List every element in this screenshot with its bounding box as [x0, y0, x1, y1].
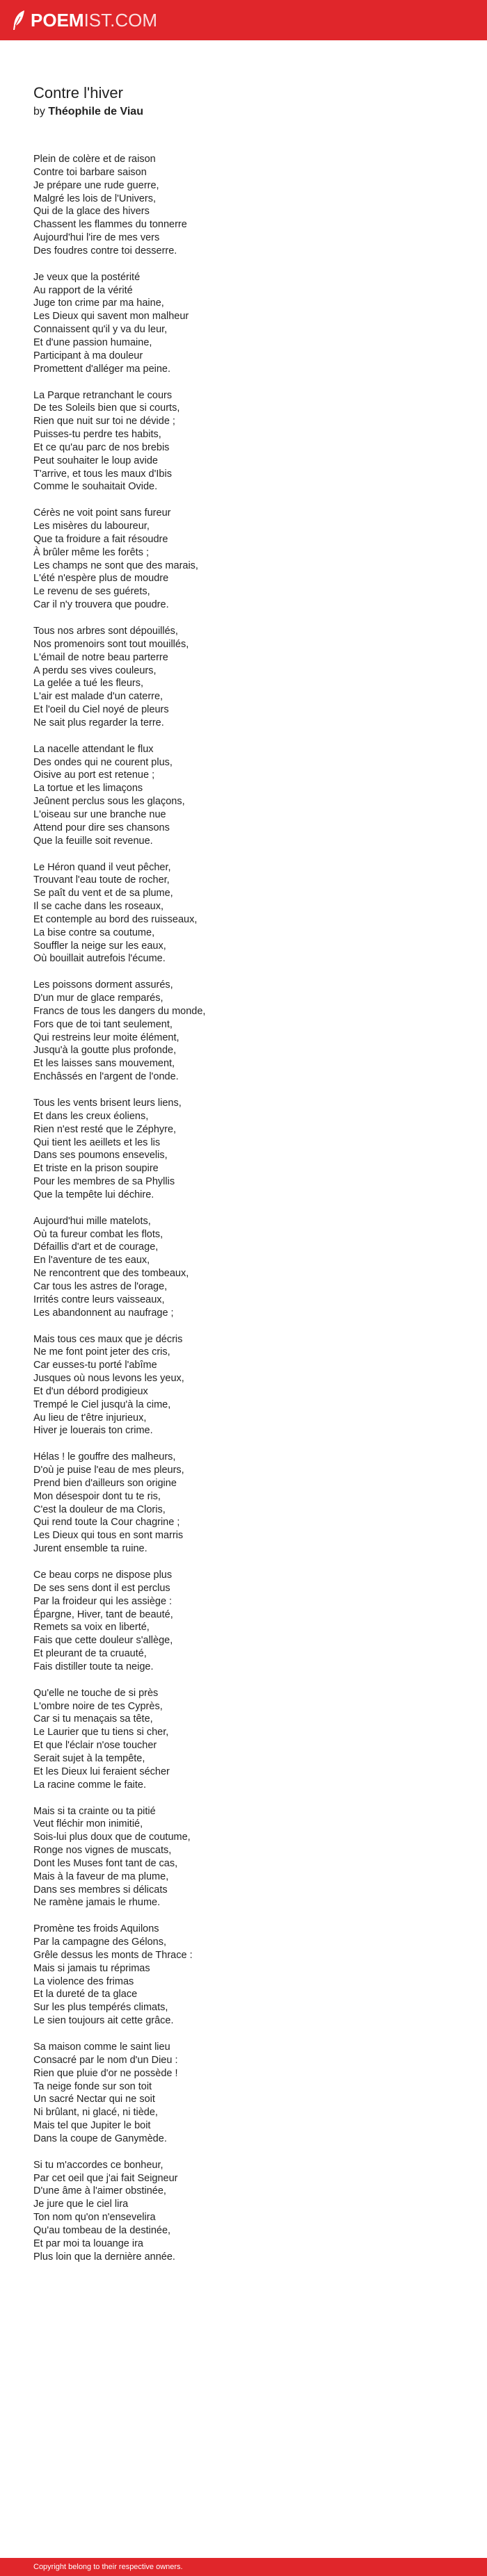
poem-line: Mais tous ces maux que je décris — [33, 1333, 183, 1345]
poem-line: Chassent les flammes du tonnerre — [33, 219, 187, 231]
poem-line: L'oiseau sur une branche nue — [33, 808, 166, 820]
poem-title: Contre l'hiver — [33, 84, 123, 101]
poem-line: Qui de la glace des hivers — [33, 206, 150, 218]
poem-line: Fors que de toi tant seulement, — [33, 1018, 173, 1030]
poem-line: Qu'elle ne touche de si près — [33, 1687, 159, 1699]
poem-line: C'est la douleur de ma Cloris, — [33, 1503, 166, 1515]
poem-line: Le revenu de ses guérets, — [33, 586, 150, 598]
stanza — [33, 1805, 465, 1910]
poem-line: L'air est malade d'un caterre, — [33, 691, 163, 703]
poem-line: Car tous les astres de l'orage, — [33, 1280, 168, 1292]
poem-line: Des foudres contre toi desserre. — [33, 245, 177, 256]
poem-line: Et les Dieux lui feraient sécher — [33, 1766, 170, 1777]
poem-line: Rien que nuit sur toi ne dévide ; — [33, 416, 175, 427]
poem-line: Et dans les creux éoliens, — [33, 1110, 149, 1122]
poem-line: L'été n'espère plus de moudre — [33, 573, 169, 585]
poem-line: Serait sujet à la tempête, — [33, 1752, 145, 1764]
stanza — [33, 979, 465, 1084]
stanza — [33, 2159, 465, 2264]
stanza — [33, 2041, 465, 2146]
poem-line: Souffler la neige sur les eaux, — [33, 940, 166, 952]
poem-line: Par la froideur qui les assiège : — [33, 1595, 173, 1607]
poem-line: Sois-lui plus doux que de coutume, — [33, 1832, 191, 1843]
poem-line: Et contemple au bord des ruisseaux, — [33, 913, 198, 925]
poem-line: Connaissent qu'il y va du leur, — [33, 324, 168, 336]
logo-text-light: IST.COM — [83, 10, 158, 31]
poem-line: Et l'oeil du Ciel noyé de pleurs — [33, 704, 169, 716]
poem-line: Dont les Muses font tant de cas, — [33, 1857, 178, 1869]
poem-line: Dans la coupe de Ganymède. — [33, 2133, 167, 2144]
poem-body — [33, 153, 465, 2277]
by-label: by — [33, 106, 45, 117]
poem-line: Ne sait plus regarder la terre. — [33, 717, 164, 728]
poem-line: Mais si jamais tu réprimas — [33, 1962, 150, 1974]
poem-line: Tous nos arbres sont dépouillés, — [33, 626, 178, 637]
poem-line: Hiver je louerais ton crime. — [33, 1425, 153, 1437]
poem-line: La violence des frimas — [33, 1975, 134, 1987]
poem-line: Aujourd'hui mille matelots, — [33, 1215, 151, 1227]
poem-line: Hélas ! le gouffre des malheurs, — [33, 1451, 176, 1463]
poem-line: Tous les vents brisent leurs liens, — [33, 1098, 182, 1109]
poem-line: Un sacré Nectar qui ne soit — [33, 2094, 155, 2105]
poem-line: Par la campagne des Gélons, — [33, 1937, 167, 1948]
poem-line: Peut souhaiter le loup avide — [33, 455, 158, 466]
poem-line: Jeûnent perclus sous les glaçons, — [33, 796, 185, 808]
poem-line: Rien que pluie d'or ne possède ! — [33, 2067, 178, 2079]
poem-line: La nacelle attendant le flux — [33, 743, 154, 755]
poem-line: Il se cache dans les roseaux, — [33, 901, 163, 913]
poem-line: Je veux que la postérité — [33, 271, 141, 283]
poem-line: Mon désespoir dont tu te ris, — [33, 1490, 161, 1502]
poem-line: Comme le souhaitait Ovide. — [33, 481, 158, 493]
poem-line: La gelée a tué les fleurs, — [33, 678, 143, 690]
stanza — [33, 1923, 465, 2028]
poem-line: De tes Soleils bien que si courts, — [33, 402, 180, 414]
poem-line: Jusqu'à la goutte plus profonde, — [33, 1045, 177, 1057]
site-logo[interactable] — [11, 8, 157, 33]
poem-line: La tortue et les limaçons — [33, 783, 143, 794]
poem-line: Qui tient les aeillets et les lis — [33, 1136, 161, 1148]
poem-line: La bise contre sa coutume, — [33, 927, 155, 938]
poem-line: Veut fléchir mon inimitié, — [33, 1818, 143, 1830]
poem-line: Ce beau corps ne dispose plus — [33, 1570, 173, 1581]
site-footer — [0, 2558, 487, 2576]
poem-line: Participant à ma douleur — [33, 350, 143, 361]
stanza — [33, 625, 465, 730]
poem-line: Épargne, Hiver, tant de beauté, — [33, 1608, 173, 1620]
poem-line: Les misères du laboureur, — [33, 521, 150, 532]
stanza — [33, 743, 465, 848]
poem-line: Francs de tous les dangers du monde, — [33, 1005, 206, 1017]
poem-line: Le Héron quand il veut pêcher, — [33, 861, 171, 873]
poem-line: Car si tu menaçais sa tête, — [33, 1713, 153, 1725]
poem-line: Ton nom qu'on n'ensevelira — [33, 2212, 156, 2224]
poem-line: Et triste en la prison soupire — [33, 1163, 159, 1175]
author-link[interactable]: Théophile de Viau — [48, 106, 143, 117]
poem-line: Mais tel que Jupiter le boit — [33, 2120, 151, 2132]
poem-line: Et d'un débord prodigieux — [33, 1385, 148, 1397]
poem-line: La racine comme le faite. — [33, 1779, 146, 1791]
poem-line: Jusques où nous levons les yeux, — [33, 1373, 184, 1385]
poem-line: Malgré les lois de l'Univers, — [33, 193, 157, 204]
poem-line: De ses sens dont il est perclus — [33, 1582, 170, 1594]
poem-line: D'une âme à l'aimer obstinée, — [33, 2185, 166, 2197]
poem-line: Et que l'éclair n'ose toucher — [33, 1740, 157, 1752]
poem-line: Les Dieux qui savent mon malheur — [33, 311, 189, 323]
poem-line: Les poissons dorment assurés, — [33, 979, 173, 991]
poem-line: La Parque retranchant le cours — [33, 389, 173, 401]
poem-line: En l'aventure de tes eaux, — [33, 1255, 150, 1266]
quill-icon — [11, 10, 26, 31]
poem-line: Sur les plus tempérés climats, — [33, 2002, 168, 2014]
poem-line: Rien n'est resté que le Zéphyre, — [33, 1123, 177, 1135]
poem-line: Les Dieux qui tous en sont marris — [33, 1530, 184, 1542]
poem-line: Où ta fureur combat les flots, — [33, 1228, 163, 1240]
poem-line: Où bouillait autrefois l'écume. — [33, 953, 166, 965]
poem-line: Mais si ta crainte ou ta pitié — [33, 1805, 156, 1817]
poem-line: Et par moi ta louange ira — [33, 2237, 143, 2249]
poem-line: Prend bien d'ailleurs son origine — [33, 1477, 177, 1489]
poem-line: D'où je puise l'eau de mes pleurs, — [33, 1465, 184, 1476]
stanza — [33, 271, 465, 376]
poem-line: Ni brûlant, ni glacé, ni tiède, — [33, 2107, 158, 2119]
stanza — [33, 1333, 465, 1438]
poem-line: Dans ses poumons ensevelis, — [33, 1150, 168, 1161]
stanza — [33, 1097, 465, 1202]
poem-line: Car eusses-tu porté l'abîme — [33, 1360, 157, 1371]
poem-line: Juge ton crime par ma haine, — [33, 297, 164, 309]
poem-line: Par cet oeil que j'ai fait Seigneur — [33, 2172, 178, 2184]
poem-line: Et ce qu'au parc de nos brebis — [33, 441, 170, 453]
poem-line: L'émail de notre beau parterre — [33, 651, 168, 663]
poem-line: Plus loin que la dernière année. — [33, 2251, 175, 2263]
poem-line: Grêle dessus les monts de Thrace : — [33, 1949, 193, 1961]
poem-line: Irrités contre leurs vaisseaux, — [33, 1294, 165, 1305]
poem-line: Ne me font point jeter des cris, — [33, 1346, 170, 1358]
site-header — [0, 0, 487, 40]
poem-line: Les champs ne sont que des marais, — [33, 560, 198, 571]
stanza — [33, 861, 465, 966]
byline — [33, 104, 465, 120]
poem-line: Oisive au port est retenue ; — [33, 769, 155, 781]
poem-line: Que ta froidure a fait résoudre — [33, 533, 168, 545]
poem-line: Ronge nos vignes de muscats, — [33, 1845, 172, 1857]
poem-line: Attend pour dire ses chansons — [33, 822, 170, 833]
poem-line: A perdu ses vives couleurs, — [33, 665, 157, 676]
poem-line: Qui restreins leur moite élément, — [33, 1032, 179, 1043]
poem-line: Cérès ne voit point sans fureur — [33, 507, 171, 519]
poem-line: Ne rencontrent que des tombeaux, — [33, 1268, 189, 1280]
poem-line: Sa maison comme le saint lieu — [33, 2041, 170, 2053]
stanza — [33, 1451, 465, 1556]
stanza — [33, 389, 465, 494]
stanza — [33, 1569, 465, 1674]
poem-line: T'arrive, et tous les maux d'Ibis — [33, 468, 172, 480]
logo-text-bold: POEM — [31, 10, 84, 31]
poem-line: Je jure que le ciel lira — [33, 2199, 129, 2210]
poem-line: Ta neige fonde sur son toit — [33, 2080, 152, 2092]
poem-line: Défaillis d'art et de courage, — [33, 1241, 159, 1253]
poem-line: Et pleurant de ta cruauté, — [33, 1648, 147, 1660]
poem-line: Pour les membres de sa Phyllis — [33, 1176, 175, 1188]
poem-line: Au rapport de la vérité — [33, 284, 133, 296]
poem-heading — [33, 83, 465, 120]
poem-line: Les abandonnent au naufrage ; — [33, 1307, 174, 1319]
poem-line: Consacré par le nom d'un Dieu : — [33, 2054, 178, 2066]
poem-line: Et les laisses sans mouvement, — [33, 1058, 175, 1070]
poem-line: Se paît du vent et de sa plume, — [33, 888, 173, 899]
poem-line: Plein de colère et de raison — [33, 154, 156, 165]
poem-line: Qui rend toute la Cour chagrine ; — [33, 1517, 180, 1529]
poem-line: Et d'une passion humaine, — [33, 336, 152, 348]
poem-line: Le sien toujours ait cette grâce. — [33, 2015, 174, 2027]
poem-line: Qu'au tombeau de la destinée, — [33, 2224, 171, 2236]
stanza — [33, 153, 465, 258]
poem-line: Le Laurier que tu tiens si cher, — [33, 1727, 169, 1738]
poem-line: Si tu m'accordes ce bonheur, — [33, 2159, 163, 2171]
stanza — [33, 1215, 465, 1320]
poem-line: Des ondes qui ne courent plus, — [33, 756, 173, 768]
poem-line: Au lieu de t'être injurieux, — [33, 1412, 147, 1424]
poem-line: Enchâssés en l'argent de l'onde. — [33, 1071, 179, 1083]
poem-line: Je prépare une rude guerre, — [33, 179, 159, 191]
poem-line: Mais à la faveur de ma plume, — [33, 1870, 169, 1882]
poem-line: Dans ses membres si délicats — [33, 1884, 168, 1896]
poem-line: Ne ramène jamais le rhume. — [33, 1897, 161, 1909]
poem-line: Promène tes froids Aquilons — [33, 1923, 159, 1935]
poem-line: Car il n'y trouvera que poudre. — [33, 599, 169, 611]
poem-line: Contre toi barbare saison — [33, 166, 147, 178]
copyright-text: Copyright belong to their respective owners. — [33, 2563, 183, 2571]
poem-line: Trempé le Ciel jusqu'à la cime, — [33, 1399, 171, 1410]
poem-line: Aujourd'hui l'ire de mes vers — [33, 232, 160, 244]
poem-line: Fais distiller toute ta neige. — [33, 1661, 154, 1672]
poem-line: D'un mur de glace remparés, — [33, 993, 163, 1004]
poem-line: Que la feuille soit revenue. — [33, 835, 153, 847]
poem-line: Que la tempête lui déchire. — [33, 1189, 154, 1200]
poem-line: L'ombre noire de tes Cyprès, — [33, 1700, 163, 1712]
stanza — [33, 1687, 465, 1792]
poem-line: Puisses-tu perdre tes habits, — [33, 429, 161, 441]
poem-line: Remets sa voix en liberté, — [33, 1622, 150, 1633]
poem-line: Et la dureté de ta glace — [33, 1989, 138, 2000]
poem-line: Jurent ensemble ta ruine. — [33, 1543, 147, 1555]
stanza — [33, 507, 465, 612]
logo-text — [31, 8, 157, 33]
poem-line: À brûler même les forêts ; — [33, 546, 149, 558]
poem-line: Promettent d'alléger ma peine. — [33, 363, 171, 375]
poem-line: Fais que cette douleur s'allège, — [33, 1635, 173, 1647]
poem-line: Trouvant l'eau toute de rocher, — [33, 874, 170, 886]
poem-line: Nos promenoirs sont tout mouillés, — [33, 638, 189, 650]
